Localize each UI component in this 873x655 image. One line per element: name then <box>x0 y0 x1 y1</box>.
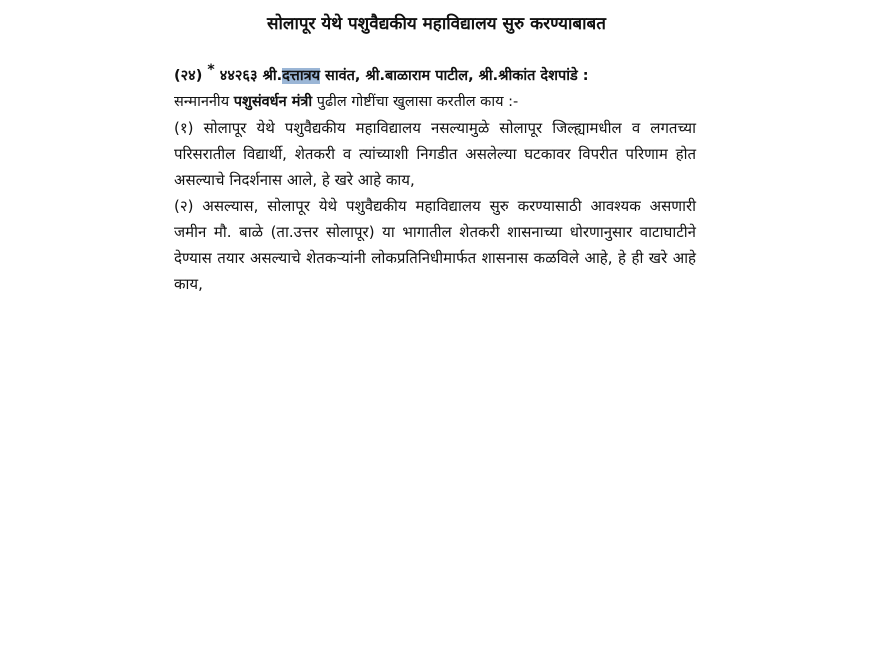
question-content <box>174 63 696 297</box>
member-names: सावंत, श्री.बाळाराम पाटील, श्री.श्रीकांत देशपांडे : <box>319 68 589 84</box>
question-header <box>174 63 696 89</box>
intro-after: पुढील गोष्टींचा खुलासा करतील काय :- <box>312 94 519 110</box>
question-part-1: (१) सोलापूर येथे पशुवैद्यकीय महाविद्यालय नसल्यामुळे सोलापूर जिल्ह्यामधील व लगतच्या परिसरातील विद्यार्थी, शेतकरी व त्यांच्याशी निगडीत असलेल्या घटकावर विपरीत परिणाम होत असल्याचे निदर्शनास आले, हे खरे आहे काय, <box>174 119 696 189</box>
question-id: ४४२६३ <box>219 68 258 84</box>
question-intro <box>174 89 696 115</box>
highlighted-member-name[interactable]: दत्तात्रय <box>282 68 320 84</box>
member-prefix: श्री. <box>262 68 283 84</box>
question-number: (२४) <box>174 68 203 84</box>
starred-mark: * <box>207 62 215 78</box>
minister-name: पशुसंवर्धन मंत्री <box>233 94 313 110</box>
page-title: सोलापूर येथे पशुवैद्यकीय महाविद्यालय सुरु करण्याबाबत <box>267 14 606 34</box>
question-part-2: (२) असल्यास, सोलापूर येथे पशुवैद्यकीय महाविद्यालय सुरु करण्यासाठी आवश्यक असणारी जमीन मौ. बाळे (ता.उत्तर सोलापूर) या भागातील शेतकरी शासनाच्या धोरणानुसार वाटाघाटीने देण्यास तयार असल्याचे शेतकऱ्यांनी लोकप्रतिनिधीमार्फत शासनास कळविले आहे, हे ही खरे आहे काय, <box>174 197 696 293</box>
intro-before: सन्माननीय <box>174 94 234 110</box>
